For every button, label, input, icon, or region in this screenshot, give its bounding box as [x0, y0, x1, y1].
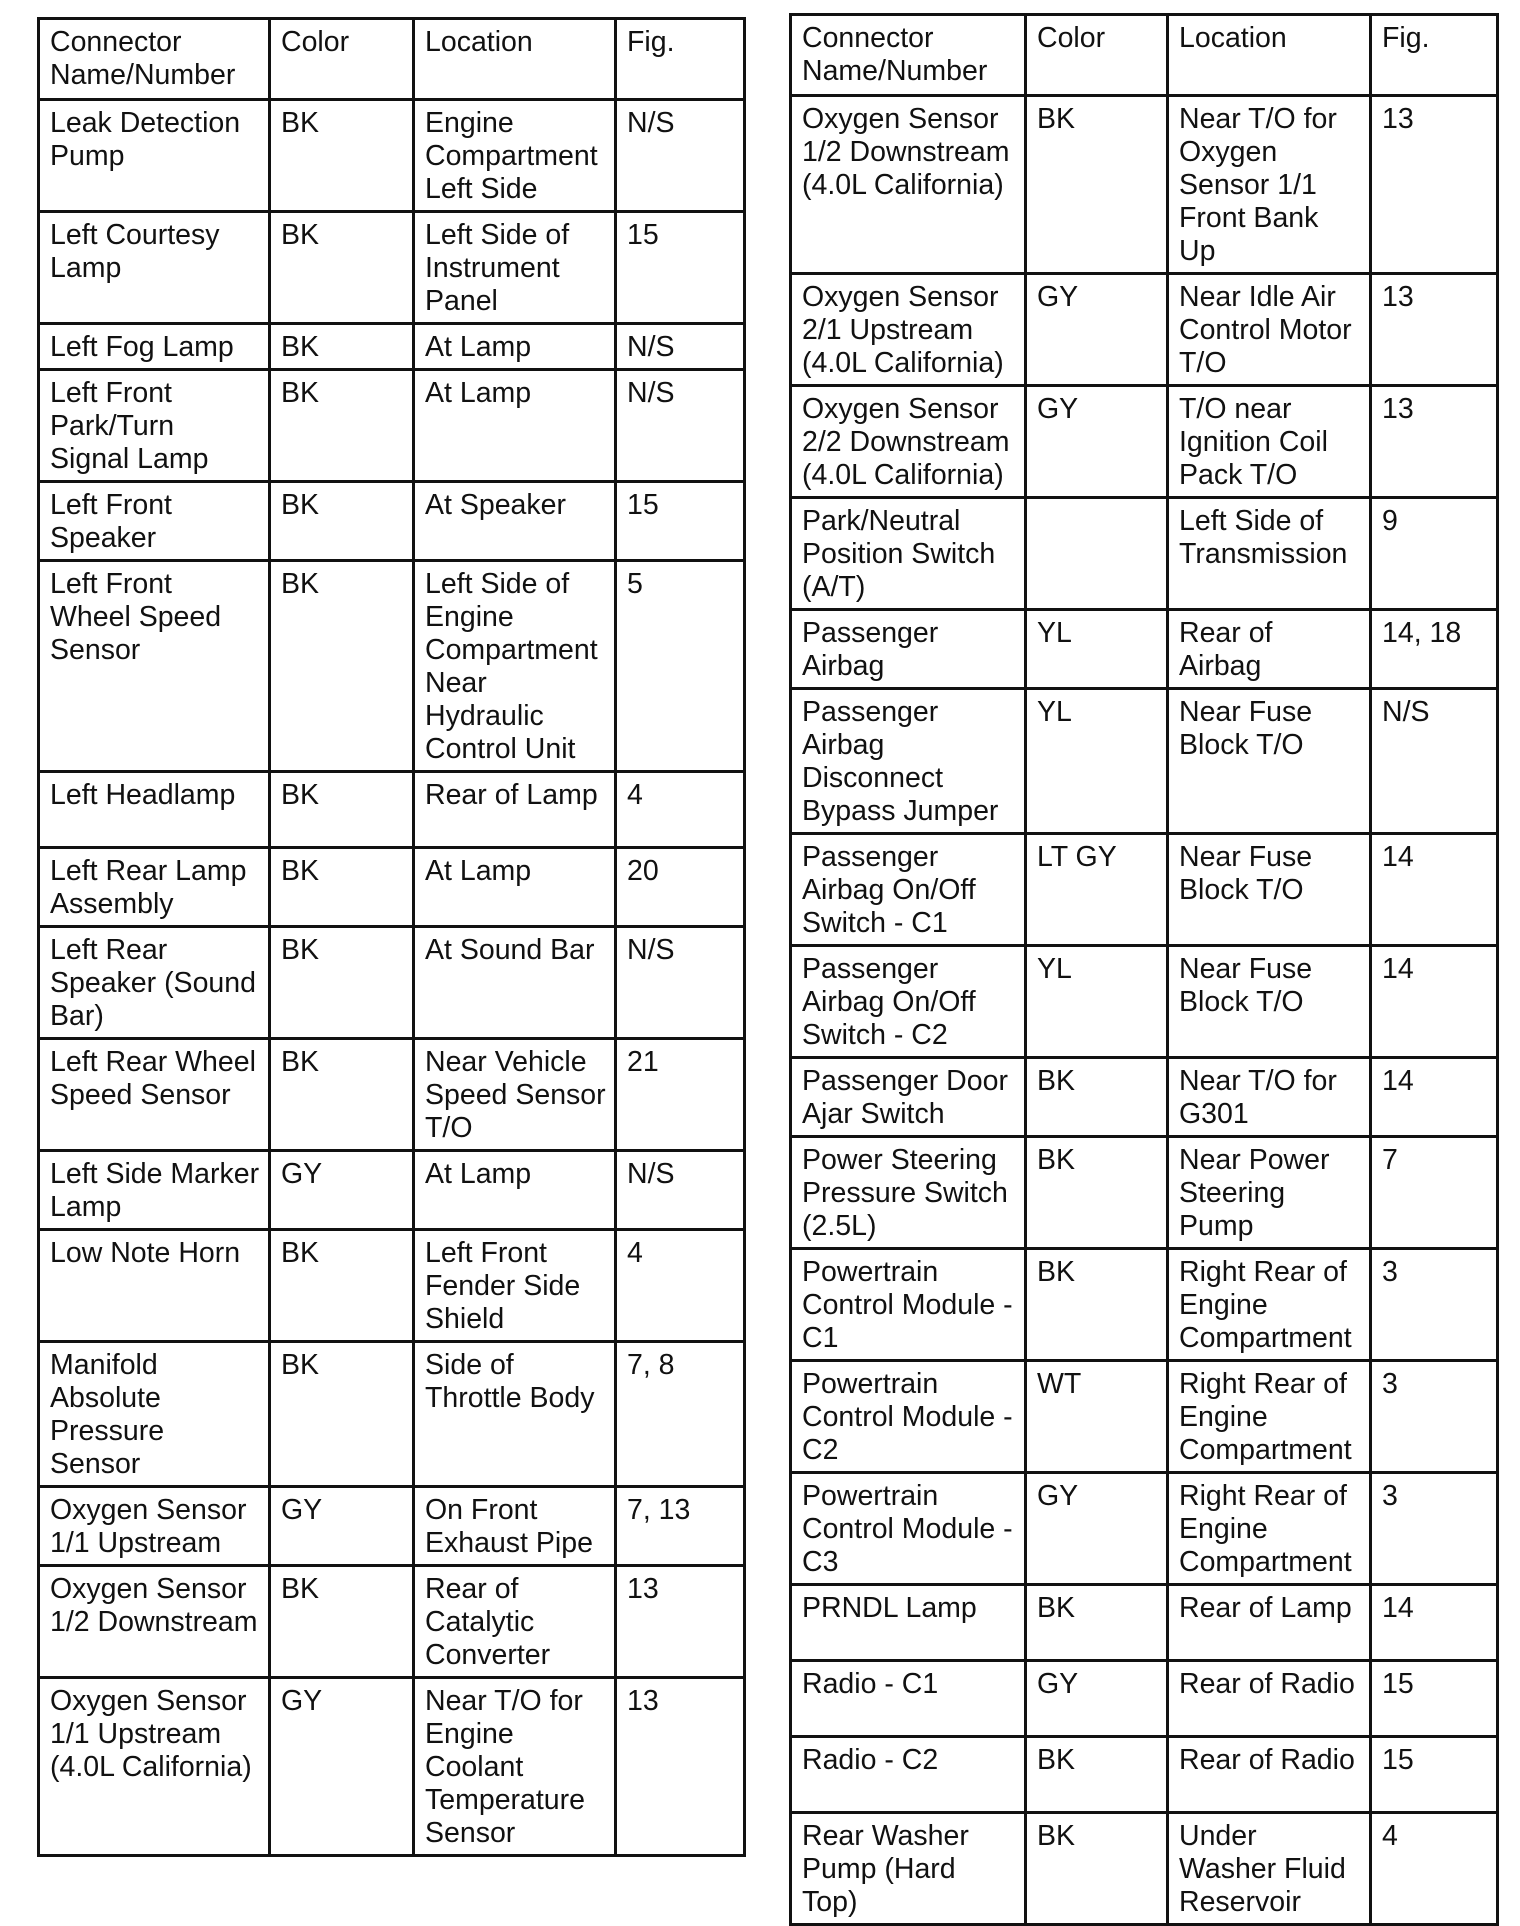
cell-connector-name: Oxygen Sensor 1/2 Downstream	[39, 1566, 270, 1678]
table-row	[39, 561, 745, 772]
cell-fig: 4	[616, 1230, 745, 1342]
table-row	[791, 610, 1498, 689]
cell-fig: 7	[1371, 1137, 1498, 1249]
cell-fig: 7, 13	[616, 1487, 745, 1566]
cell-connector-name: PRNDL Lamp	[791, 1585, 1026, 1661]
cell-location: Rear of Radio	[1168, 1661, 1371, 1737]
table-row	[791, 1661, 1498, 1737]
cell-color: BK	[1026, 1137, 1168, 1249]
cell-color: BK	[1026, 1813, 1168, 1925]
table-row	[39, 772, 745, 848]
connector-table-right	[789, 13, 1499, 1926]
table-row	[791, 96, 1498, 274]
table-row	[39, 212, 745, 324]
cell-location: Near Idle Air Control Motor T/O	[1168, 274, 1371, 386]
table-row	[791, 1737, 1498, 1813]
header-connector-name: Connector Name/Number	[791, 15, 1026, 96]
cell-color: BK	[1026, 1737, 1168, 1813]
cell-connector-name: Left Rear Wheel Speed Sensor	[39, 1039, 270, 1151]
cell-connector-name: Oxygen Sensor 1/2 Downstream (4.0L California)	[791, 96, 1026, 274]
cell-color: YL	[1026, 946, 1168, 1058]
cell-connector-name: Radio - C1	[791, 1661, 1026, 1737]
table-row	[791, 946, 1498, 1058]
cell-connector-name: Low Note Horn	[39, 1230, 270, 1342]
cell-fig: 13	[616, 1678, 745, 1856]
table-row	[39, 1566, 745, 1678]
cell-location: Near Vehicle Speed Sensor T/O	[414, 1039, 616, 1151]
cell-location: Near T/O for Engine Coolant Temperature Sensor	[414, 1678, 616, 1856]
cell-fig: 7, 8	[616, 1342, 745, 1487]
cell-location: Near T/O for Oxygen Sensor 1/1 Front Bank Up	[1168, 96, 1371, 274]
table-row	[791, 386, 1498, 498]
cell-location: At Lamp	[414, 1151, 616, 1230]
cell-fig: N/S	[616, 100, 745, 212]
table-row	[791, 274, 1498, 386]
cell-location: At Speaker	[414, 482, 616, 561]
cell-fig: 15	[1371, 1737, 1498, 1813]
cell-fig: 14	[1371, 946, 1498, 1058]
cell-connector-name: Leak Detection Pump	[39, 100, 270, 212]
cell-connector-name: Oxygen Sensor 2/1 Upstream (4.0L California)	[791, 274, 1026, 386]
cell-connector-name: Left Rear Lamp Assembly	[39, 848, 270, 927]
table-row	[791, 1361, 1498, 1473]
table-row	[791, 1137, 1498, 1249]
cell-connector-name: Manifold Absolute Pressure Sensor	[39, 1342, 270, 1487]
cell-fig: 4	[1371, 1813, 1498, 1925]
cell-fig: 14	[1371, 1058, 1498, 1137]
cell-connector-name: Passenger Airbag On/Off Switch - C2	[791, 946, 1026, 1058]
header-row	[791, 15, 1498, 96]
table-row	[39, 1039, 745, 1151]
cell-color: BK	[1026, 1249, 1168, 1361]
cell-color: BK	[1026, 96, 1168, 274]
header-fig: Fig.	[1371, 15, 1498, 96]
cell-color: BK	[270, 482, 414, 561]
table-row	[39, 100, 745, 212]
cell-location: Right Rear of Engine Compartment	[1168, 1249, 1371, 1361]
table-row	[39, 1230, 745, 1342]
table-row	[39, 927, 745, 1039]
cell-connector-name: Power Steering Pressure Switch (2.5L)	[791, 1137, 1026, 1249]
cell-location: Left Side of Transmission	[1168, 498, 1371, 610]
cell-fig: 13	[1371, 96, 1498, 274]
header-connector-name: Connector Name/Number	[39, 19, 270, 100]
table-row	[791, 1249, 1498, 1361]
cell-location: Near Fuse Block T/O	[1168, 689, 1371, 834]
cell-fig: 13	[1371, 274, 1498, 386]
cell-location: Rear of Radio	[1168, 1737, 1371, 1813]
table-row	[39, 1487, 745, 1566]
cell-location: Rear of Lamp	[1168, 1585, 1371, 1661]
cell-fig: N/S	[616, 370, 745, 482]
cell-color: GY	[270, 1151, 414, 1230]
cell-connector-name: Left Headlamp	[39, 772, 270, 848]
table-row	[791, 1813, 1498, 1925]
header-row	[39, 19, 745, 100]
header-color: Color	[1026, 15, 1168, 96]
cell-fig: N/S	[616, 1151, 745, 1230]
cell-color: BK	[1026, 1058, 1168, 1137]
header-location: Location	[1168, 15, 1371, 96]
cell-location: Under Washer Fluid Reservoir	[1168, 1813, 1371, 1925]
table-row	[39, 848, 745, 927]
cell-connector-name: Left Fog Lamp	[39, 324, 270, 370]
cell-color: BK	[270, 1566, 414, 1678]
table-row	[39, 324, 745, 370]
cell-connector-name: Passenger Airbag Disconnect Bypass Jumper	[791, 689, 1026, 834]
cell-color: GY	[1026, 1661, 1168, 1737]
cell-location: Engine Compartment Left Side	[414, 100, 616, 212]
cell-fig: 15	[1371, 1661, 1498, 1737]
cell-connector-name: Left Courtesy Lamp	[39, 212, 270, 324]
cell-connector-name: Left Front Park/Turn Signal Lamp	[39, 370, 270, 482]
cell-location: Left Side of Instrument Panel	[414, 212, 616, 324]
table-row	[791, 689, 1498, 834]
cell-location: At Sound Bar	[414, 927, 616, 1039]
cell-fig: 14, 18	[1371, 610, 1498, 689]
cell-color: GY	[270, 1487, 414, 1566]
cell-color: BK	[270, 100, 414, 212]
cell-connector-name: Left Rear Speaker (Sound Bar)	[39, 927, 270, 1039]
table-row	[39, 1151, 745, 1230]
cell-connector-name: Left Front Wheel Speed Sensor	[39, 561, 270, 772]
cell-color: YL	[1026, 689, 1168, 834]
cell-connector-name: Radio - C2	[791, 1737, 1026, 1813]
cell-location: T/O near Ignition Coil Pack T/O	[1168, 386, 1371, 498]
cell-fig: N/S	[616, 927, 745, 1039]
cell-location: Side of Throttle Body	[414, 1342, 616, 1487]
cell-fig: 14	[1371, 1585, 1498, 1661]
cell-location: At Lamp	[414, 324, 616, 370]
cell-color: GY	[1026, 1473, 1168, 1585]
cell-connector-name: Oxygen Sensor 1/1 Upstream	[39, 1487, 270, 1566]
cell-fig: N/S	[616, 324, 745, 370]
right-table-body	[791, 96, 1498, 1925]
cell-location: Near Power Steering Pump	[1168, 1137, 1371, 1249]
cell-connector-name: Powertrain Control Module - C2	[791, 1361, 1026, 1473]
cell-color: BK	[270, 561, 414, 772]
cell-color: BK	[270, 1039, 414, 1151]
cell-fig: 3	[1371, 1249, 1498, 1361]
cell-color: GY	[1026, 386, 1168, 498]
header-fig: Fig.	[616, 19, 745, 100]
cell-color: BK	[270, 324, 414, 370]
cell-fig: 3	[1371, 1473, 1498, 1585]
cell-fig: 5	[616, 561, 745, 772]
cell-connector-name: Passenger Airbag On/Off Switch - C1	[791, 834, 1026, 946]
cell-location: Near Fuse Block T/O	[1168, 946, 1371, 1058]
cell-connector-name: Passenger Airbag	[791, 610, 1026, 689]
table-row	[791, 1473, 1498, 1585]
table-row	[39, 482, 745, 561]
cell-color: BK	[270, 212, 414, 324]
cell-location: Near Fuse Block T/O	[1168, 834, 1371, 946]
cell-location: Right Rear of Engine Compartment	[1168, 1473, 1371, 1585]
header-color: Color	[270, 19, 414, 100]
cell-connector-name: Rear Washer Pump (Hard Top)	[791, 1813, 1026, 1925]
cell-color: BK	[270, 1342, 414, 1487]
cell-color: YL	[1026, 610, 1168, 689]
header-location: Location	[414, 19, 616, 100]
cell-fig: 20	[616, 848, 745, 927]
cell-connector-name: Passenger Door Ajar Switch	[791, 1058, 1026, 1137]
cell-connector-name: Powertrain Control Module - C1	[791, 1249, 1026, 1361]
table-row	[39, 1678, 745, 1856]
cell-connector-name: Left Front Speaker	[39, 482, 270, 561]
cell-location: Rear of Airbag	[1168, 610, 1371, 689]
cell-color: BK	[270, 772, 414, 848]
cell-color: BK	[270, 370, 414, 482]
cell-location: At Lamp	[414, 370, 616, 482]
table-row	[39, 1342, 745, 1487]
cell-fig: N/S	[1371, 689, 1498, 834]
cell-color: BK	[270, 848, 414, 927]
cell-location: Rear of Catalytic Converter	[414, 1566, 616, 1678]
cell-connector-name: Oxygen Sensor 1/1 Upstream (4.0L California)	[39, 1678, 270, 1856]
table-row	[791, 498, 1498, 610]
cell-location: Near T/O for G301	[1168, 1058, 1371, 1137]
connector-table-left	[37, 17, 746, 1857]
cell-location: Right Rear of Engine Compartment	[1168, 1361, 1371, 1473]
cell-fig: 21	[616, 1039, 745, 1151]
cell-location: On Front Exhaust Pipe	[414, 1487, 616, 1566]
cell-location: Left Front Fender Side Shield	[414, 1230, 616, 1342]
table-row	[791, 834, 1498, 946]
cell-fig: 15	[616, 482, 745, 561]
cell-location: At Lamp	[414, 848, 616, 927]
cell-color: BK	[1026, 1585, 1168, 1661]
cell-connector-name: Powertrain Control Module - C3	[791, 1473, 1026, 1585]
left-table-body	[39, 100, 745, 1856]
cell-fig: 13	[1371, 386, 1498, 498]
cell-location: Rear of Lamp	[414, 772, 616, 848]
cell-connector-name: Oxygen Sensor 2/2 Downstream (4.0L California)	[791, 386, 1026, 498]
cell-color: BK	[270, 927, 414, 1039]
cell-color: WT	[1026, 1361, 1168, 1473]
cell-color: GY	[270, 1678, 414, 1856]
table-row	[791, 1585, 1498, 1661]
cell-location: Left Side of Engine Compartment Near Hydraulic Control Unit	[414, 561, 616, 772]
cell-color: BK	[270, 1230, 414, 1342]
cell-fig: 9	[1371, 498, 1498, 610]
cell-fig: 3	[1371, 1361, 1498, 1473]
table-row	[791, 1058, 1498, 1137]
cell-fig: 14	[1371, 834, 1498, 946]
cell-fig: 4	[616, 772, 745, 848]
cell-connector-name: Left Side Marker Lamp	[39, 1151, 270, 1230]
table-row	[39, 370, 745, 482]
cell-fig: 15	[616, 212, 745, 324]
cell-color	[1026, 498, 1168, 610]
cell-color: GY	[1026, 274, 1168, 386]
cell-color: LT GY	[1026, 834, 1168, 946]
cell-connector-name: Park/Neutral Position Switch (A/T)	[791, 498, 1026, 610]
cell-fig: 13	[616, 1566, 745, 1678]
